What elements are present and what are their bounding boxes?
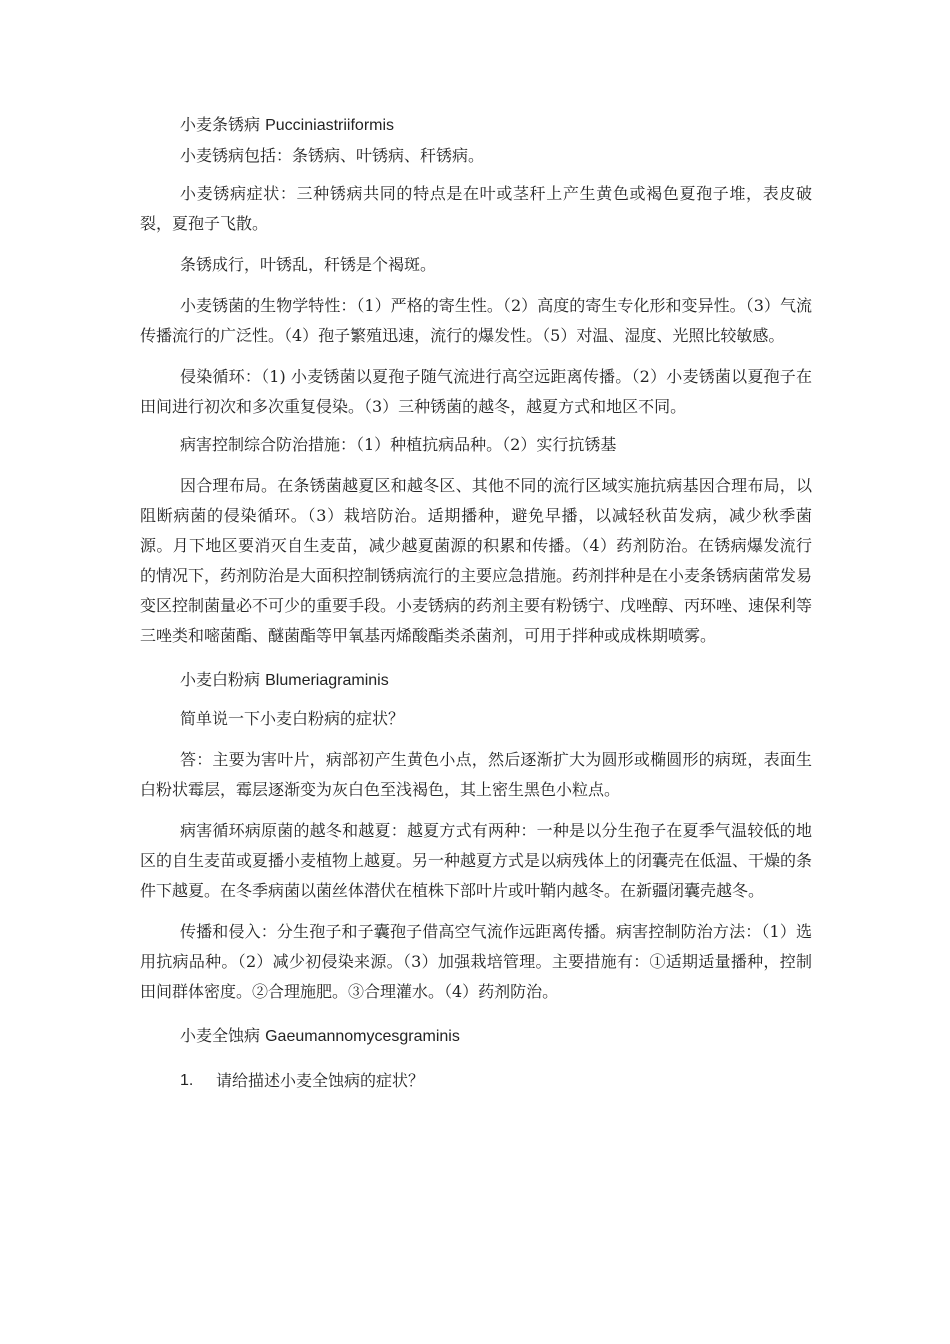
section-heading-take-all: 小麦全蚀病 Gaeumannomycesgraminis bbox=[180, 1026, 460, 1045]
paragraph: 小麦锈病症状：三种锈病共同的特点是在叶或茎秆上产生黄色或褐色夏孢子堆，表皮破裂，夏孢子飞散。 bbox=[140, 184, 812, 233]
numbered-list-item bbox=[140, 1066, 812, 1096]
section-heading-stripe-rust: 小麦条锈病 Pucciniastriiformis bbox=[180, 115, 395, 134]
document-body bbox=[140, 110, 812, 1096]
paragraph: 因合理布局。在条锈菌越夏区和越冬区、其他不同的流行区域实施抗病基因合理布局，以阻断病菌的侵染循环。（3）栽培防治。适期播种，避免早播，以减轻秋苗发病，减少秋季菌源。月下地区要消灭自生麦苗，减少越夏菌源的积累和传播。（4）药剂防治。在锈病爆发流行的情况下，药剂防治是大面积控制锈病流行的主要应急措施。药剂拌种是在小麦条锈病菌常发易变区控制菌量必不可少的重要手段。小麦锈病的药剂主要有粉锈宁、戊唑醇、丙环唑、速保利等三唑类和嘧菌酯、醚菌酯等甲氧基丙烯酸酯类杀菌剂，可用于拌种或成株期喷雾。 bbox=[140, 476, 813, 645]
list-number: 1. bbox=[180, 1072, 194, 1089]
paragraph: 小麦锈病包括：条锈病、叶锈病、秆锈病。 bbox=[180, 146, 485, 165]
paragraph: 答：主要为害叶片，病部初产生黄色小点，然后逐渐扩大为圆形或椭圆形的病斑，表面生白粉状霉层，霉层逐渐变为灰白色至浅褐色，其上密生黑色小粒点。 bbox=[140, 750, 812, 799]
paragraph: 病害循环病原菌的越冬和越夏：越夏方式有两种：一种是以分生孢子在夏季气温较低的地区的自生麦苗或夏播小麦植物上越夏。另一种越夏方式是以病残体上的闭囊壳在低温、干燥的条件下越夏。在冬季病菌以菌丝体潜伏在植株下部叶片或叶鞘内越冬。在新疆闭囊壳越冬。 bbox=[140, 821, 813, 900]
paragraph: 病害控制综合防治措施：（1）种植抗病品种。（2）实行抗锈基 bbox=[180, 435, 617, 454]
paragraph: 侵染循环：（1) 小麦锈菌以夏孢子随气流进行高空远距离传播。（2）小麦锈菌以夏孢子在田间进行初次和多次重复侵染。（3）三种锈菌的越冬，越夏方式和地区不同。 bbox=[140, 367, 812, 416]
section-heading-powdery-mildew: 小麦白粉病 Blumeriagraminis bbox=[180, 670, 389, 689]
paragraph: 传播和侵入：分生孢子和子囊孢子借高空气流作远距离传播。病害控制防治方法：（1）选用抗病品种。（2）减少初侵染来源。（3）加强栽培管理。主要措施有：①适期适量播种，控制田间群体密度。②合理施肥。③合理灌水。（4）药剂防治。 bbox=[140, 922, 812, 1001]
paragraph: 简单说一下小麦白粉病的症状？ bbox=[180, 709, 405, 728]
list-item-text: 请给描述小麦全蚀病的症状？ bbox=[216, 1071, 425, 1090]
paragraph: 条锈成行，叶锈乱，秆锈是个褐斑。 bbox=[180, 255, 437, 274]
paragraph: 小麦锈菌的生物学特性：（1）严格的寄生性。（2）高度的寄生专化形和变异性。（3）气流传播流行的广泛性。（4）孢子繁殖迅速，流行的爆发性。（5）对温、湿度、光照比较敏感。 bbox=[140, 296, 812, 345]
